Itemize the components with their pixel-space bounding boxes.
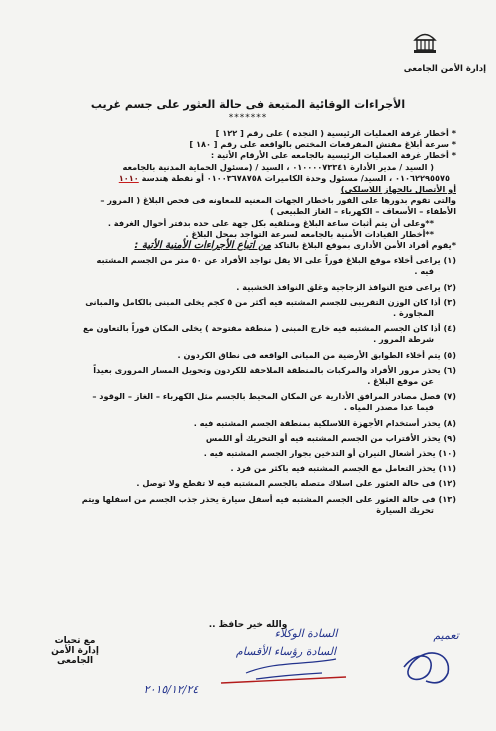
handwritten-note: تعميم bbox=[433, 629, 459, 642]
body-line-text: ٠١٠٦٢٢٩٥٥٧٥ ، السيد/ مسئول وحدة الكاميرات ٠١٠٠٣٦٧٨٧٥٨ أو نقطة هندسة bbox=[141, 172, 450, 183]
body-line: تحريك السيارة bbox=[376, 504, 434, 515]
handwritten-recipient: السادة رؤساء الأقسام bbox=[235, 645, 337, 658]
section-heading: من اتباع الأجراءات الأمنية الأتية : bbox=[134, 240, 272, 252]
body-line: (٨) يحذر أستخدام الأجهزة اللاسلكية بمنطقة الجسم المشتبه فيه . bbox=[193, 417, 456, 428]
body-line: فيه . bbox=[414, 266, 434, 277]
body-line: عن موقع البلاغ . bbox=[367, 376, 434, 387]
body-line: (٣) أذا كان الوزن التقريبى للجسم المشتبه فيه أكثر من ٥ كجم يخلى المبنى بالكامل والمبانى bbox=[85, 296, 456, 307]
regards-signature-line: إدارة الأمن الجامعى bbox=[51, 646, 99, 666]
body-line: * سرعة أبلاغ مفتش المفرقعات المختص بالواقعه على رقم [ ١٨٠ ] bbox=[189, 139, 456, 150]
body-line: * أخطار غرفة العمليات الرئيسية ( النجده ) على رقم [ ١٢٢ ] bbox=[215, 128, 456, 138]
handwritten-number: ١٠١٠ bbox=[118, 172, 139, 183]
body-line: الأطفاء – الأسعاف – الكهرباء – الغاز الطبيعى ) bbox=[270, 206, 456, 217]
body-line: (١٢) فى حالة العثور على اسلاك متصله بالجسم المشتبه فيه لا تقطع ولا توصل . bbox=[136, 478, 456, 489]
university-emblem-icon bbox=[412, 28, 438, 56]
body-line: * أخطار غرفة العمليات الرئيسية بالجامعه على الأرقام الأتية : bbox=[210, 150, 456, 161]
body-line: (٥) يتم أخلاء الطوابق الأرضية من المبانى الواقعه فى نطاق الكردون . bbox=[177, 349, 456, 360]
body-line: شرطة المرور . bbox=[373, 334, 434, 345]
document-body bbox=[28, 128, 456, 516]
red-underline bbox=[221, 677, 346, 683]
body-line: (٧) فصل مصادر المرافق الأدارية عن المكان المحيط بالجسم مثل الكهرباء – الغاز – الوقود – bbox=[92, 391, 456, 402]
body-line bbox=[28, 240, 456, 251]
regards-line: مع تحيات bbox=[54, 636, 96, 646]
body-line: والتى تقوم بدورها على الفور باخطار الجهات المعنيه للمعاونه فى فحص البلاغ ( المرور – bbox=[100, 195, 456, 206]
body-line: **أخطار القيادات الأمنية بالجامعه لسرعة التواجد بمحل البلاغ . bbox=[185, 228, 434, 239]
regards-block bbox=[34, 636, 116, 666]
signature-scribble-icon bbox=[404, 653, 448, 683]
body-line: (١٠) يحذر أشعال النيران أو التدخين بجوار الجسم المشتبه فيه . bbox=[203, 448, 456, 459]
stars-separator: ******* bbox=[228, 113, 268, 123]
handwritten-recipient: السادة الوكلاء bbox=[274, 627, 338, 640]
body-line bbox=[28, 173, 456, 184]
body-line: **وعلى أن يتم أثبات ساعة البلاغ ومتلقيه بكل جهة على حده بدفتر أحوال الغرفة . bbox=[107, 217, 434, 228]
body-line-text: *يقوم أفراد الأمن الأدارى بموقع البلاغ بالتاكد bbox=[273, 240, 456, 251]
body-line: (١١) يحذر التعامل مع الجسم المشتبه فيه باكثر من فرد . bbox=[230, 463, 456, 474]
body-line: (١٣) فى حالة العثور على الجسم المشتبه فيه أسفل سيارة يحذر جذب الجسم من اسفلها ويتم bbox=[81, 493, 456, 504]
document-title: الأجراءات الوقائية المتبعة فى حالة العثور على جسم غريب bbox=[90, 98, 406, 111]
body-line: ( السيد / مدير الأدارة ٠١٠٠٠٠٧٣٣٤١ ، السيد / (مسئول الحماية المدنية بالجامعه bbox=[122, 161, 434, 172]
handwritten-annotations bbox=[136, 615, 466, 705]
body-line: (٦) يحذر مرور الأفراد والمركبات بالمنطقة الملاحقة للكردون وتحويل المسار المرورى بعيداً bbox=[93, 364, 456, 375]
handwritten-date: ٢٠١٥/١٢/٢٤ bbox=[143, 683, 199, 696]
department-label: إدارة الأمن الجامعى bbox=[403, 64, 486, 74]
body-line: (١) يراعى أخلاء موقع البلاغ فوراً على الا يقل تواجد الأفراد عن ٥٠ متر من الجسم المشتبه bbox=[96, 255, 456, 266]
body-line: فيما عدا مصدر المياه . bbox=[343, 402, 434, 413]
body-line: (٩) يحذر الأقتراب من الجسم المشتبه فيه أو التحريك أو اللمس bbox=[205, 432, 456, 443]
body-line: المجاورة . bbox=[393, 308, 434, 319]
body-line: (٢) يراعى فتح النوافذ الزجاجية وغلق النوافذ الخشبية . bbox=[236, 281, 456, 292]
body-line: أو الأتصال بالجهاز اللاسلكى) bbox=[340, 184, 456, 195]
body-line: (٤) أذا كان الجسم المشتبه فيه خارج المبنى ( منطقة مفتوحة ) يخلى المكان فوراً بالتعاون مع bbox=[82, 323, 456, 334]
signature-scribble-icon bbox=[246, 659, 336, 679]
closing-phrase: والله خير حافظ .. bbox=[208, 620, 288, 630]
